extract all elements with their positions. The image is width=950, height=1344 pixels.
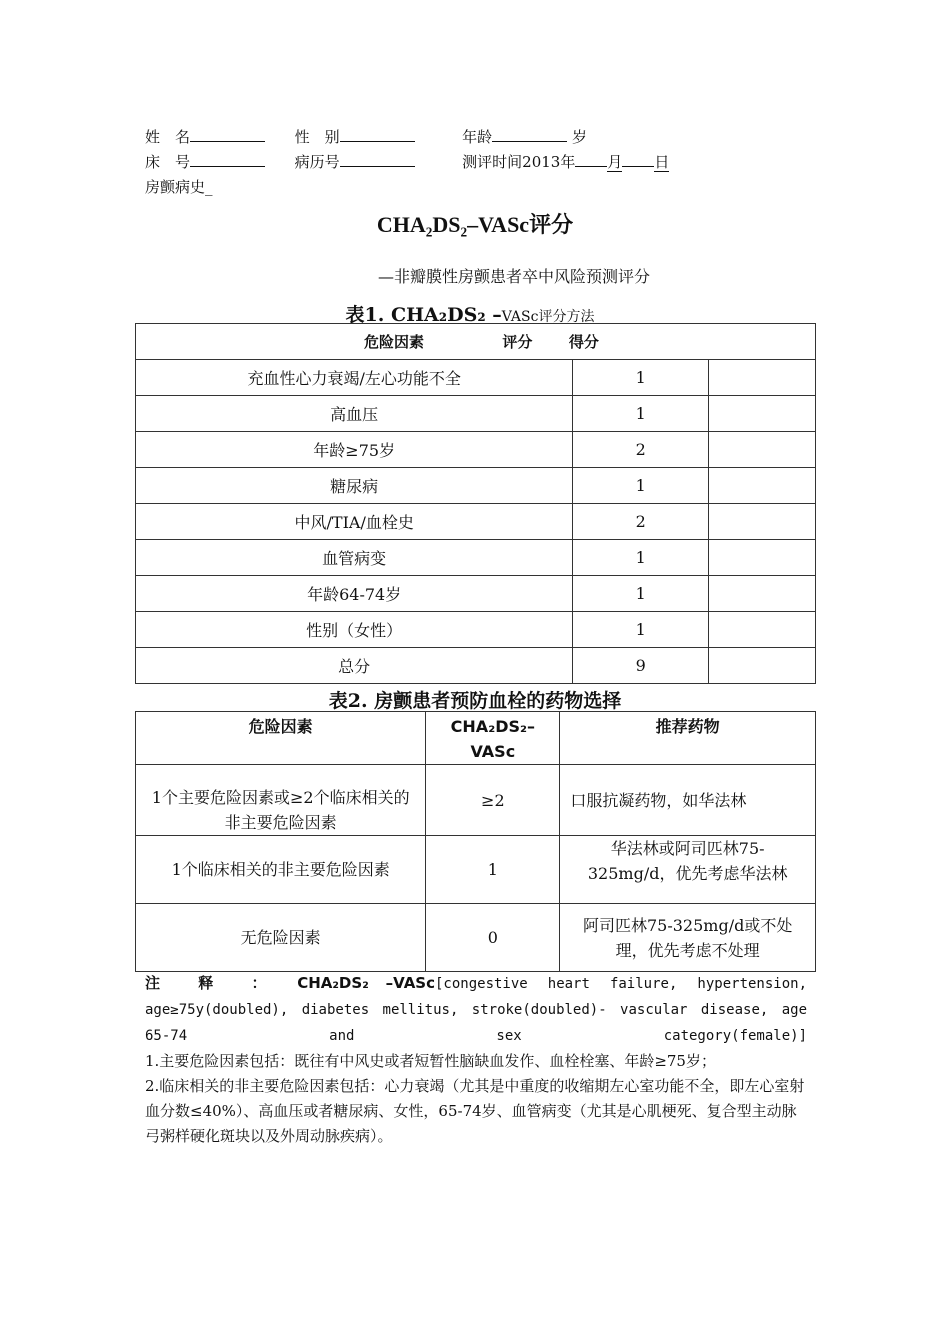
factor-cell: 总分 (136, 648, 573, 684)
table-row (136, 765, 816, 836)
drug-cell: 阿司匹林75-325mg/d或不处理，优先考虑不处理 (560, 904, 816, 972)
header-score: CHA₂DS₂–VASc (426, 712, 560, 765)
factor-cell: 年龄≥75岁 (136, 432, 573, 468)
header-row-1 (145, 127, 587, 147)
page-subtitle: —非瓣膜性房颤患者卒中风险预测评分 (378, 267, 651, 286)
notes-item-1: 1.主要危险因素包括：既往有中风史或者短暂性脑缺血发作、血栓栓塞、年龄≥75岁； (145, 1052, 716, 1070)
table-row (136, 836, 816, 904)
factor-cell: 年龄64-74岁 (136, 576, 573, 612)
drug-cell: 华法林或阿司匹林75-325mg/d，优先考虑华法林 (560, 836, 816, 904)
notes-line1: [congestive heart failure, hypertension, age≥75y(doubled), diabetes mellitus, stroke(doubled)- vascular disease, age 65-74 and sex category(female)] (145, 976, 807, 1044)
table-row (136, 504, 816, 540)
got-cell[interactable] (709, 576, 816, 612)
score-cell: 0 (426, 904, 560, 972)
score-cell: 1 (573, 360, 709, 396)
got-cell[interactable] (709, 612, 816, 648)
got-cell[interactable] (709, 360, 816, 396)
got-cell[interactable] (709, 468, 816, 504)
notes-label: 注 释 ： CHA₂DS₂ –VASc (145, 974, 435, 992)
notes-section (145, 971, 807, 1149)
table-row (136, 576, 816, 612)
table-row (136, 612, 816, 648)
name-label: 姓 名 (145, 128, 191, 146)
factor-cell: 充血性心力衰竭/左心功能不全 (136, 360, 573, 396)
score-cell: 1 (573, 576, 709, 612)
month-label: 月 (607, 153, 623, 171)
header-drug: 推荐药物 (560, 712, 816, 765)
bed-field[interactable] (190, 152, 265, 167)
table1-caption-main: 表1. CHA₂DS₂ – (345, 304, 502, 326)
score-cell: 9 (573, 648, 709, 684)
score-cell: 2 (573, 432, 709, 468)
score-cell: 1 (573, 468, 709, 504)
eval-time-label: 测评时间2013年 (462, 153, 576, 171)
factor-cell: 中风/TIA/血栓史 (136, 504, 573, 540)
day-label: 日 (654, 153, 670, 171)
score-cell: 1 (573, 612, 709, 648)
name-field[interactable] (190, 127, 265, 142)
got-cell[interactable] (709, 540, 816, 576)
table1-header: 危险因素 评分 得分 (136, 324, 816, 360)
table-row (136, 432, 816, 468)
age-unit: 岁 (571, 128, 587, 146)
factor-cell: 血管病变 (136, 540, 573, 576)
table-row (136, 396, 816, 432)
notes-item-2: 2.临床相关的非主要危险因素包括：心力衰竭（尤其是中重度的收缩期左心室功能不全，即左心室射血分数≤40%）、高血压或者糖尿病、女性，65-74岁、血管病变（尤其是心肌梗死、复合型主动脉弓粥样硬化斑块以及外周动脉疾病）。 (145, 1077, 805, 1145)
score-cell: ≥2 (426, 765, 560, 836)
table-row (136, 540, 816, 576)
table-row (136, 360, 816, 396)
score-cell: 2 (573, 504, 709, 540)
age-field[interactable] (492, 127, 567, 142)
drug-cell: 口服抗凝药物，如华法林 (560, 765, 816, 836)
table-row (136, 904, 816, 972)
header-row-2 (145, 152, 669, 172)
notes-intro (145, 971, 807, 1049)
factor-cell: 1个主要危险因素或≥2个临床相关的非主要危险因素 (136, 765, 426, 836)
got-cell[interactable] (709, 504, 816, 540)
factor-cell: 性别（女性） (136, 612, 573, 648)
got-cell[interactable] (709, 432, 816, 468)
bed-label: 床 号 (145, 153, 191, 171)
table2-caption: 表2. 房颤患者预防血栓的药物选择 (328, 690, 622, 712)
header-risk-factor: 危险因素 (136, 712, 426, 765)
day-field[interactable] (622, 152, 654, 167)
table-row (136, 468, 816, 504)
factor-cell: 无危险因素 (136, 904, 426, 972)
table1-caption-small: VASc评分方法 (501, 309, 595, 325)
record-label: 病历号 (294, 153, 340, 171)
table2-header-row (136, 712, 816, 765)
score-cell: 1 (426, 836, 560, 904)
risk-score-table (135, 323, 816, 684)
got-cell[interactable] (709, 396, 816, 432)
month-field[interactable] (575, 152, 607, 167)
gender-field[interactable] (340, 127, 415, 142)
gender-label: 性 别 (294, 128, 340, 146)
table1-header-row (136, 324, 816, 360)
factor-cell: 高血压 (136, 396, 573, 432)
page-title: CHA₂DS₂–VASc评分 (376, 212, 574, 237)
factor-cell: 糖尿病 (136, 468, 573, 504)
age-label: 年龄 (462, 128, 493, 146)
score-cell: 1 (573, 396, 709, 432)
factor-cell: 1个临床相关的非主要危险因素 (136, 836, 426, 904)
table-row-total (136, 648, 816, 684)
got-cell[interactable] (709, 648, 816, 684)
af-history-label: 房颤病史_ (145, 178, 213, 196)
record-field[interactable] (340, 152, 415, 167)
score-cell: 1 (573, 540, 709, 576)
drug-choice-table (135, 711, 816, 972)
